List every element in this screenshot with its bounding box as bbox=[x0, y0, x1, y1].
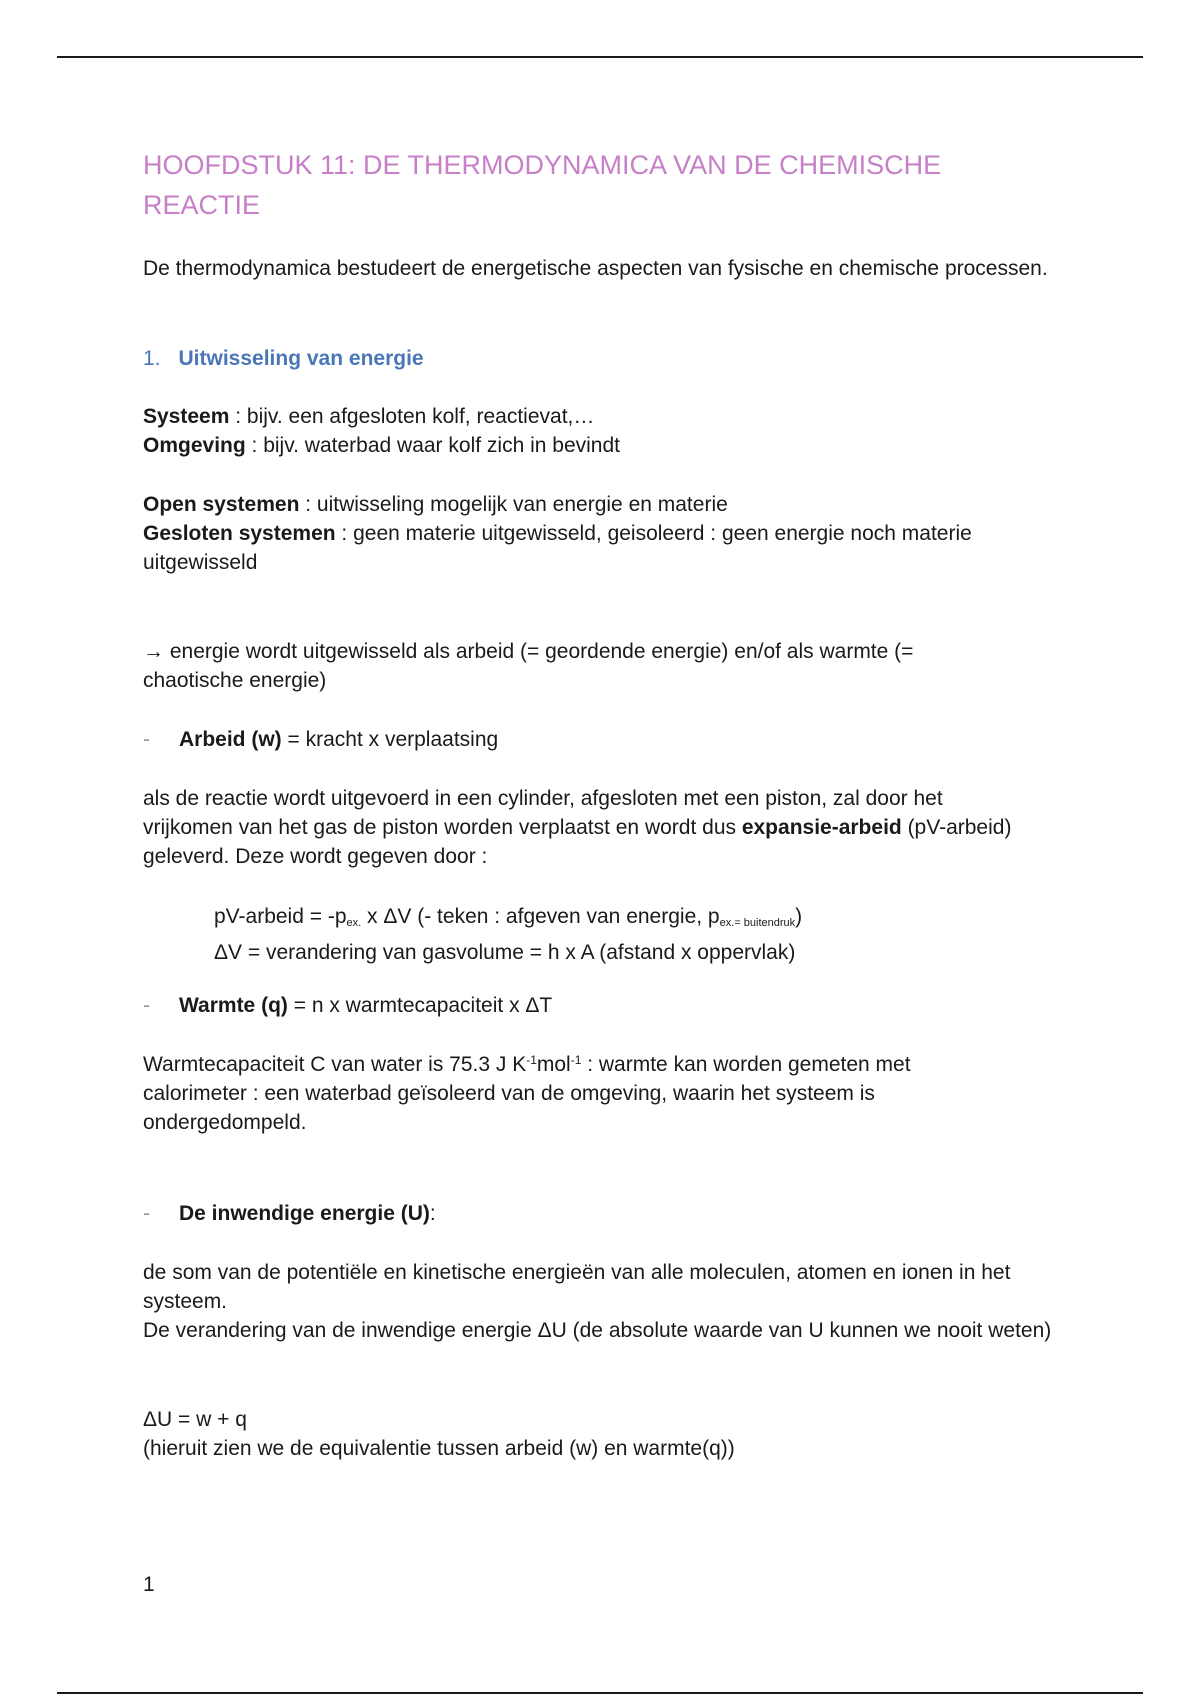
term-open: Open systemen bbox=[143, 493, 300, 516]
cylinder-text-post: (pV-arbeid) geleverd. Deze wordt gegeven door : bbox=[143, 816, 1012, 868]
bullet-dash: - bbox=[143, 994, 150, 1017]
term-systeem: Systeem bbox=[143, 405, 230, 428]
inwendige-energie-definition bbox=[143, 1258, 1063, 1345]
formula-block bbox=[214, 902, 1134, 967]
section-number: 1. bbox=[143, 347, 161, 370]
top-rule bbox=[57, 56, 1143, 58]
term-omgeving: Omgeving bbox=[143, 434, 246, 457]
inwendig-def: de som van de potentiële en kinetische energieën van alle moleculen, atomen en ionen in het systeem. bbox=[143, 1261, 1011, 1313]
definitions-systeem-omgeving bbox=[143, 402, 1063, 460]
first-law-block bbox=[143, 1405, 1063, 1463]
def-open: : uitwisseling mogelijk van energie en materie bbox=[299, 493, 728, 516]
bullet-dash: - bbox=[143, 728, 150, 751]
cylinder-paragraph bbox=[143, 784, 1013, 871]
term-warmte: Warmte (q) bbox=[179, 994, 288, 1017]
bullet-dash: - bbox=[143, 1202, 150, 1225]
title-line1: HOOFDSTUK 11: DE THERMODYNAMICA VAN DE CHEMISCHE bbox=[143, 150, 942, 180]
bullet-warmte bbox=[143, 991, 1063, 1020]
def-arbeid: = kracht x verplaatsing bbox=[281, 728, 499, 751]
formula-delta-v: ΔV = verandering van gasvolume = h x A (afstand x oppervlak) bbox=[214, 941, 796, 964]
first-law-note: (hieruit zien we de equivalentie tussen arbeid (w) en warmte(q)) bbox=[143, 1437, 735, 1460]
section-title: Uitwisseling van energie bbox=[178, 347, 424, 370]
formula-pv-arbeid: pV-arbeid = $-p_{ex.}$ x ΔV (- teken : afgeven van energie, $p_{ex.= buitendruk}$) bbox=[214, 905, 803, 929]
term-expansie-arbeid: expansie-arbeid bbox=[741, 816, 902, 839]
def-systeem: : bijv. een afgesloten kolf, reactievat,… bbox=[229, 405, 595, 428]
inwendig-change: De verandering van de inwendige energie ΔU (de absolute waarde van U kunnen we nooit weten) bbox=[143, 1319, 1052, 1342]
section-heading-1 bbox=[143, 344, 1063, 373]
bottom-rule bbox=[57, 1692, 1143, 1694]
definitions-systems bbox=[143, 490, 1023, 577]
def-warmte: = n x warmtecapaciteit x ΔT bbox=[287, 994, 553, 1017]
warmtecapaciteit-paragraph: Warmtecapaciteit C van water is 75.3 J $K^{-1}mol^{-1}$ : warmte kan worden gemeten met calorimeter : een waterbad geïsoleerd van de omgeving, waarin het systeem is ondergedompeld. bbox=[143, 1053, 911, 1134]
term-gesloten: Gesloten systemen bbox=[143, 522, 336, 545]
cylinder-text-pre: als de reactie wordt uitgevoerd in een cylinder, afgesloten met een piston, zal door het vrijkomen van het gas de piston worden verplaatst en wordt dus bbox=[143, 787, 943, 839]
energy-exchange-note: → energie wordt uitgewisseld als arbeid (= geordende energie) en/of als warmte (= chaotische energie) bbox=[143, 640, 914, 692]
def-gesloten: : geen materie uitgewisseld, geisoleerd : geen energie noch materie uitgewisseld bbox=[143, 522, 972, 574]
term-arbeid: Arbeid (w) bbox=[179, 728, 282, 751]
page-title bbox=[143, 145, 1003, 225]
term-inwendige-energie: De inwendige energie (U) bbox=[179, 1202, 430, 1225]
def-omgeving: : bijv. waterbad waar kolf zich in bevindt bbox=[245, 434, 620, 457]
page-number: 1 bbox=[143, 1573, 155, 1596]
bullet-arbeid bbox=[143, 725, 1063, 754]
title-line2: REACTIE bbox=[143, 190, 261, 220]
bullet-inwendige-energie: - De inwendige energie (U): bbox=[143, 1199, 1063, 1228]
first-law-equation: ΔU = w + q bbox=[143, 1408, 247, 1431]
intro-paragraph: De thermodynamica bestudeert de energetische aspecten van fysische en chemische processen. bbox=[143, 257, 1048, 280]
